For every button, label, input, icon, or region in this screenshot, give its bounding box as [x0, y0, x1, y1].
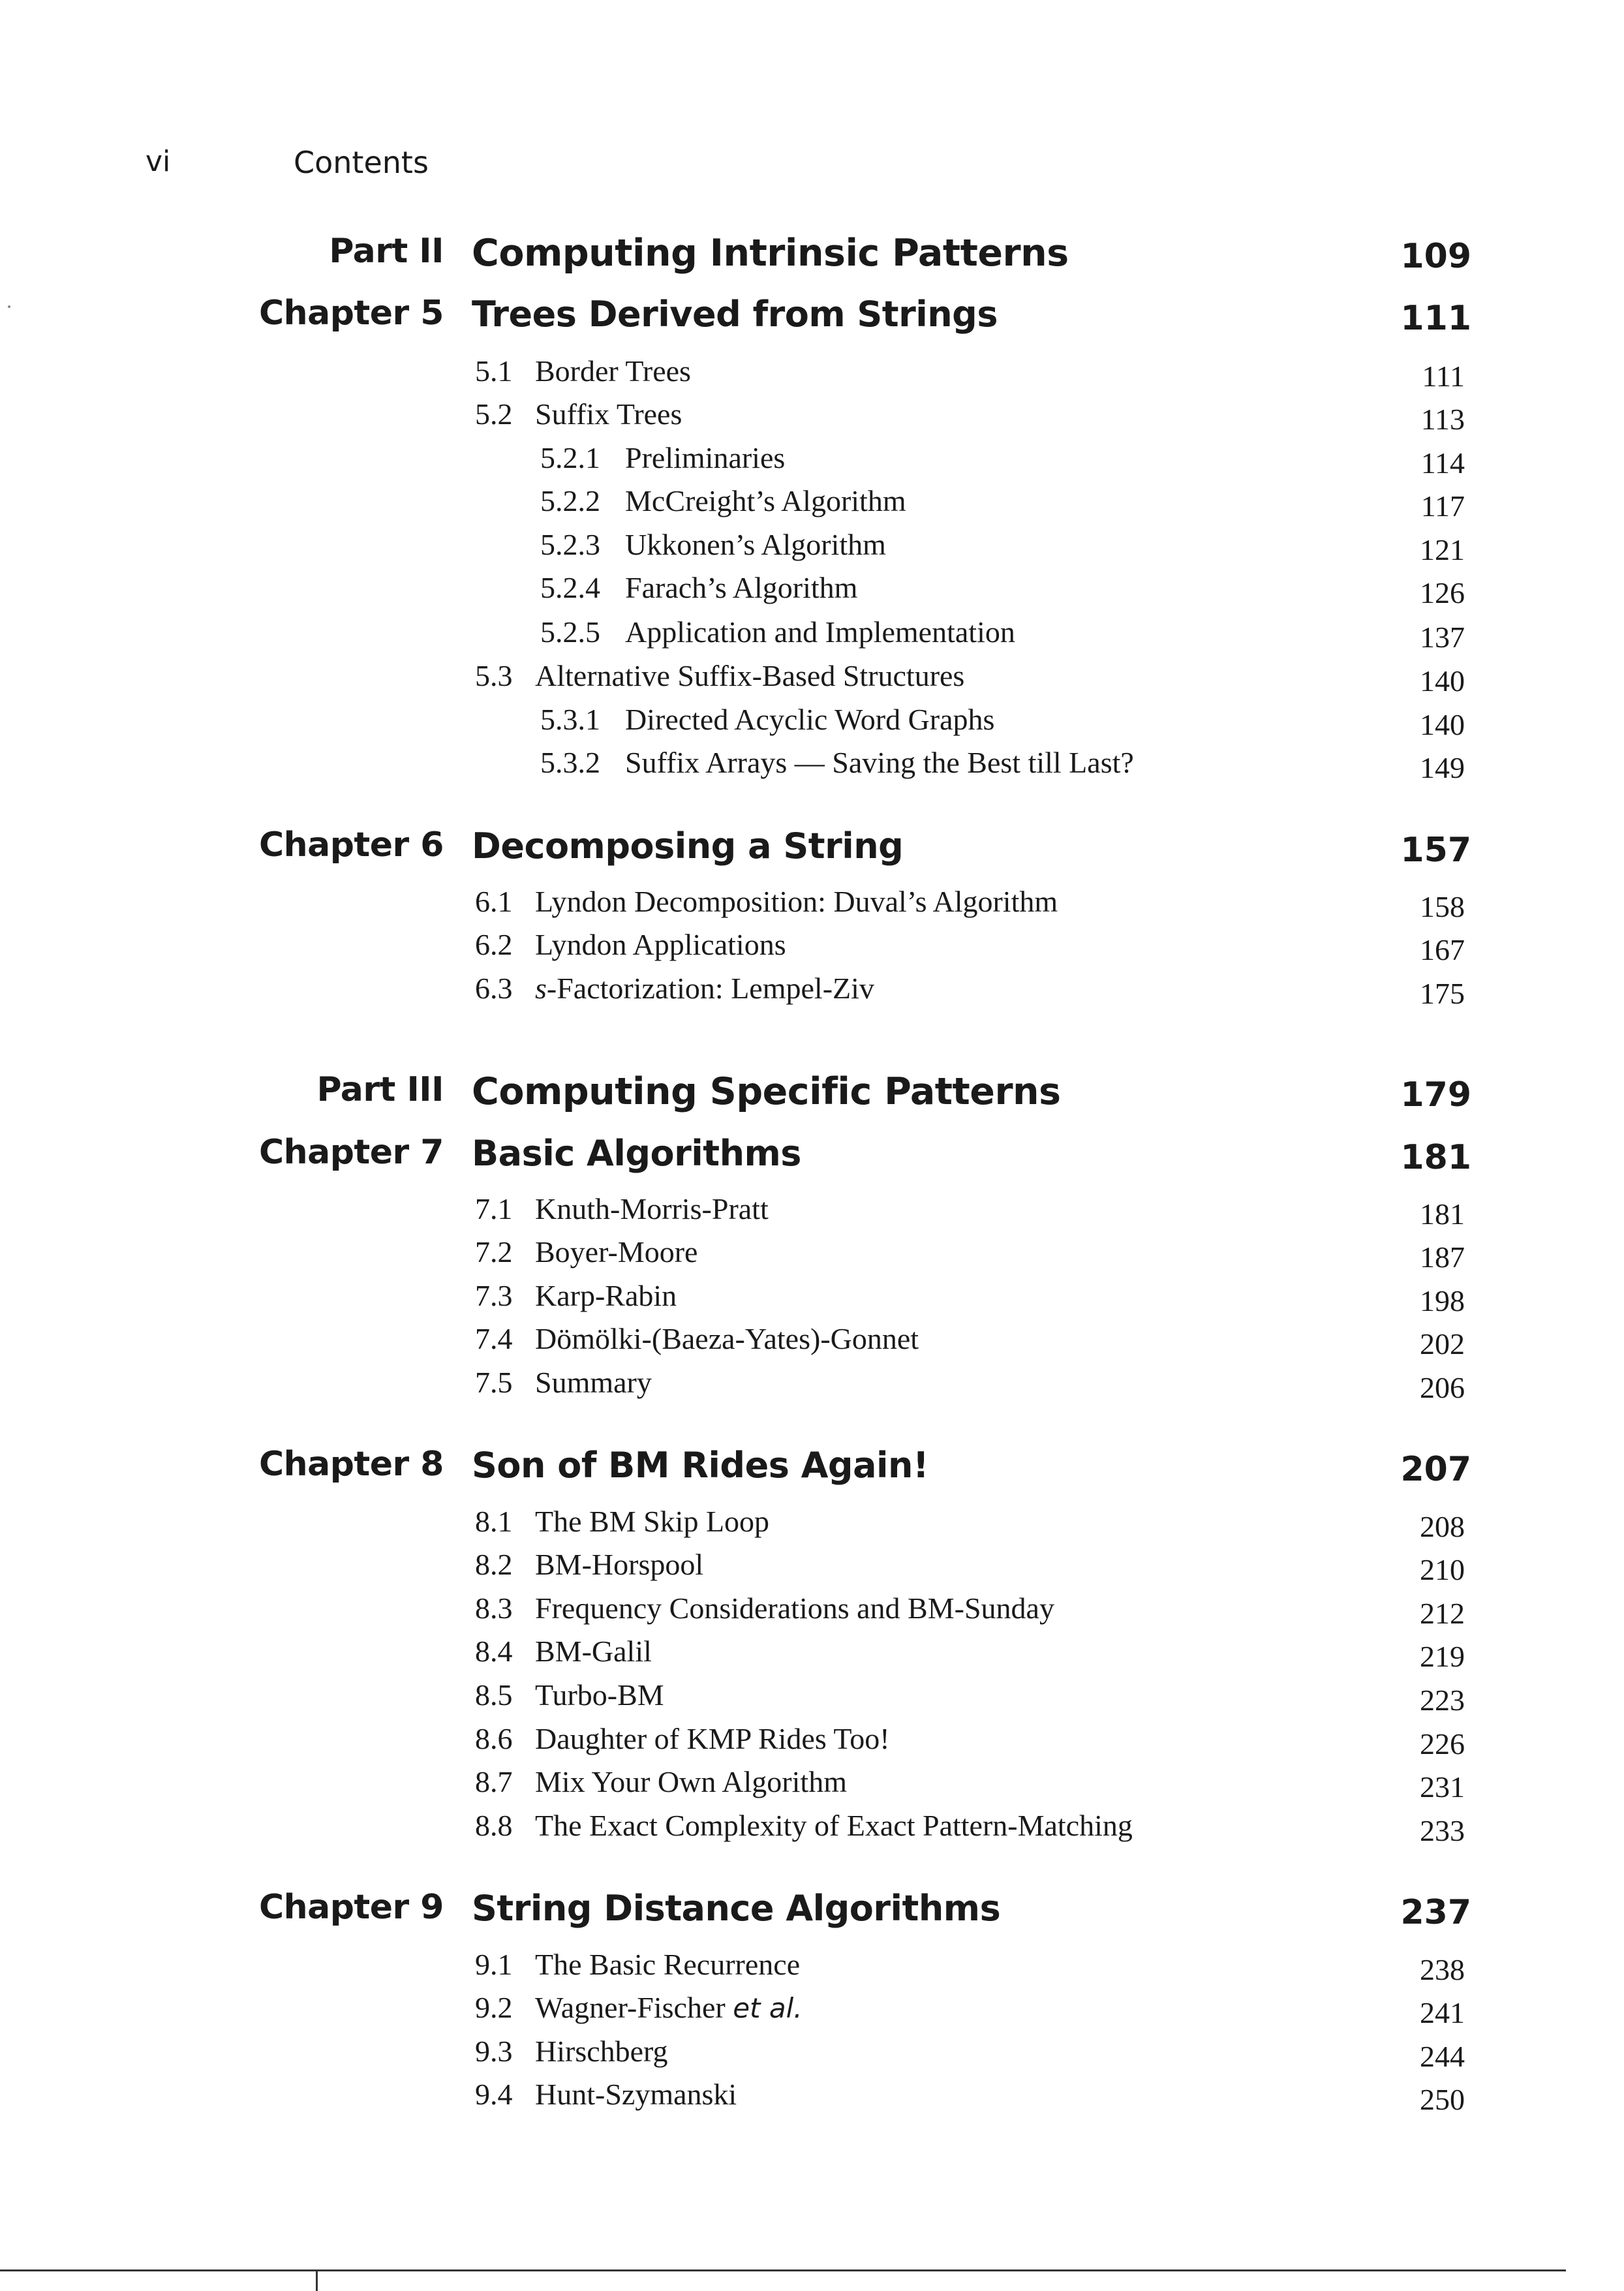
- subsection-number: 5.2.3: [540, 528, 600, 561]
- italic-fragment: et al.: [733, 1992, 803, 2024]
- toc-entry-section: [0, 1278, 1624, 1324]
- section-page-number: 167: [1420, 933, 1465, 966]
- section-page-number: 111: [1422, 360, 1465, 393]
- subsection-number: 5.2.4: [540, 571, 600, 604]
- section-title[interactable]: Turbo-BM: [535, 1678, 664, 1712]
- section-page-number: 198: [1420, 1284, 1465, 1317]
- section-title[interactable]: BM-Horspool: [535, 1548, 704, 1581]
- section-number: 9.4: [475, 2078, 513, 2111]
- chapter-label: Chapter 5: [258, 294, 444, 333]
- chapter-title[interactable]: String Distance Algorithms: [472, 1888, 1001, 1929]
- section-number: 8.8: [475, 1809, 513, 1842]
- section-number: 7.1: [475, 1192, 513, 1225]
- toc-entry-section: [0, 1721, 1624, 1767]
- section-number: 8.5: [475, 1678, 513, 1712]
- toc-entry-section: [0, 354, 1624, 399]
- subsection-page-number: 121: [1420, 533, 1465, 566]
- toc-entry-section: [0, 2077, 1624, 2123]
- section-page-number: 219: [1420, 1640, 1465, 1673]
- part-page-number: 179: [1400, 1075, 1471, 1115]
- section-page-number: 223: [1420, 1684, 1465, 1717]
- toc-entry-chapter: [0, 1133, 1624, 1178]
- toc-entry-subsection: [0, 702, 1624, 748]
- toc-entry-part: [0, 232, 1624, 277]
- section-number: 6.2: [475, 928, 513, 961]
- chapter-label: Chapter 8: [258, 1445, 444, 1484]
- section-title[interactable]: Karp-Rabin: [535, 1279, 677, 1312]
- toc-entry-section: [0, 1591, 1624, 1637]
- section-number: 5.3: [475, 659, 513, 692]
- toc-entry-chapter: [0, 825, 1624, 871]
- toc-entry-section: [0, 1365, 1624, 1411]
- chapter-title[interactable]: Decomposing a String: [472, 825, 904, 867]
- chapter-page-number: 157: [1400, 831, 1471, 870]
- section-title[interactable]: Border Trees: [535, 354, 691, 388]
- section-page-number: 210: [1420, 1553, 1465, 1586]
- section-title[interactable]: Hunt-Szymanski: [535, 2078, 737, 2111]
- page-folio: vi: [146, 145, 171, 178]
- toc-entry-chapter: [0, 294, 1624, 339]
- section-number: 7.5: [475, 1366, 513, 1399]
- italic-fragment: s: [535, 972, 547, 1005]
- section-title[interactable]: Daughter of KMP Rides Too!: [535, 1722, 890, 1755]
- chapter-title[interactable]: Basic Algorithms: [472, 1133, 801, 1174]
- section-title[interactable]: Summary: [535, 1366, 652, 1399]
- subsection-title[interactable]: McCreight’s Algorithm: [625, 484, 906, 517]
- toc-entry-chapter: [0, 1445, 1624, 1490]
- subsection-page-number: 114: [1420, 446, 1465, 480]
- toc-entry-section: [0, 1990, 1624, 2036]
- section-page-number: 206: [1420, 1371, 1465, 1404]
- section-page-number: 208: [1420, 1510, 1465, 1543]
- subsection-number: 5.2.2: [540, 484, 600, 517]
- section-number: 6.3: [475, 972, 513, 1005]
- toc-entry-section: [0, 1947, 1624, 1993]
- chapter-label: Chapter 6: [258, 825, 444, 865]
- toc-entry-section: [0, 1634, 1624, 1680]
- section-page-number: 158: [1420, 890, 1465, 923]
- toc-entry-subsection: [0, 570, 1624, 616]
- toc-entry-section: [0, 397, 1624, 442]
- section-page-number: 181: [1420, 1197, 1465, 1231]
- chapter-page-number: 207: [1400, 1450, 1471, 1489]
- subsection-page-number: 126: [1420, 576, 1465, 609]
- section-number: 6.1: [475, 885, 513, 918]
- section-number: 9.3: [475, 2035, 513, 2068]
- subsection-title[interactable]: Ukkonen’s Algorithm: [625, 528, 886, 561]
- toc-entry-section: [0, 1547, 1624, 1593]
- section-title[interactable]: Hirschberg: [535, 2035, 668, 2068]
- part-title[interactable]: Computing Intrinsic Patterns: [472, 232, 1069, 275]
- section-page-number: 175: [1420, 977, 1465, 1010]
- toc-entry-section: [0, 1678, 1624, 1723]
- section-number: 8.1: [475, 1505, 513, 1538]
- section-number: 7.4: [475, 1322, 513, 1355]
- section-page-number: 231: [1420, 1770, 1465, 1804]
- toc-entry-section: [0, 1504, 1624, 1550]
- section-page-number: 187: [1420, 1240, 1465, 1274]
- subsection-page-number: 140: [1420, 708, 1465, 741]
- subsection-title[interactable]: Farach’s Algorithm: [625, 571, 858, 604]
- section-title[interactable]: Knuth-Morris-Pratt: [535, 1192, 769, 1225]
- section-number: 8.3: [475, 1591, 513, 1625]
- toc-entry-section: [0, 1808, 1624, 1854]
- section-title[interactable]: Mix Your Own Algorithm: [535, 1765, 847, 1798]
- section-number: 5.1: [475, 354, 513, 388]
- subsection-page-number: 117: [1420, 489, 1465, 523]
- toc-entry-section: [0, 927, 1624, 973]
- section-title[interactable]: The Basic Recurrence: [535, 1948, 801, 1981]
- section-title[interactable]: The Exact Complexity of Exact Pattern-Matching: [535, 1809, 1133, 1842]
- section-number: 7.3: [475, 1279, 513, 1312]
- toc-entry-subsection: [0, 484, 1624, 529]
- subsection-title[interactable]: Application and Implementation: [625, 615, 1015, 649]
- subsection-number: 5.3.1: [540, 703, 600, 736]
- subsection-number: 5.2.1: [540, 441, 600, 474]
- part-label: Part III: [316, 1070, 444, 1109]
- section-number: 8.6: [475, 1722, 513, 1755]
- section-title[interactable]: Boyer-Moore: [535, 1235, 698, 1269]
- subsection-title[interactable]: Preliminaries: [625, 441, 786, 474]
- section-title[interactable]: The BM Skip Loop: [535, 1505, 770, 1538]
- section-title[interactable]: Dömölki-(Baeza-Yates)-Gonnet: [535, 1322, 919, 1355]
- section-title[interactable]: s-Factorization: Lempel-Ziv: [535, 972, 874, 1005]
- section-page-number: 250: [1420, 2083, 1465, 2116]
- toc-entry-section: [0, 658, 1624, 704]
- chapter-label: Chapter 9: [258, 1888, 444, 1927]
- toc-entry-chapter: [0, 1888, 1624, 1933]
- toc-entry-section: [0, 971, 1624, 1017]
- section-number: 7.2: [475, 1235, 513, 1269]
- chapter-page-number: 237: [1400, 1893, 1471, 1932]
- subsection-page-number: 137: [1420, 621, 1465, 654]
- chapter-page-number: 181: [1400, 1138, 1471, 1177]
- section-number: 9.2: [475, 1991, 513, 2024]
- part-title[interactable]: Computing Specific Patterns: [472, 1070, 1061, 1113]
- toc-entry-section: [0, 884, 1624, 930]
- section-page-number: 113: [1420, 403, 1465, 436]
- section-title[interactable]: Suffix Trees: [535, 397, 682, 431]
- section-title[interactable]: Lyndon Decomposition: Duval’s Algorithm: [535, 885, 1058, 918]
- toc-entry-section: [0, 1321, 1624, 1367]
- section-page-number: 140: [1420, 664, 1465, 698]
- toc-entry-subsection: [0, 745, 1624, 791]
- section-number: 5.2: [475, 397, 513, 431]
- section-page-number: 241: [1420, 1996, 1465, 2029]
- section-title[interactable]: Frequency Considerations and BM-Sunday: [535, 1591, 1054, 1625]
- subsection-number: 5.2.5: [540, 615, 600, 649]
- chapter-label: Chapter 7: [258, 1133, 444, 1172]
- section-number: 8.4: [475, 1635, 513, 1668]
- toc-entry-subsection: [0, 615, 1624, 660]
- subsection-title[interactable]: Suffix Arrays — Saving the Best till Last?: [625, 746, 1134, 779]
- toc-entry-section: [0, 1235, 1624, 1280]
- section-title[interactable]: BM-Galil: [535, 1635, 652, 1668]
- section-page-number: 244: [1420, 2040, 1465, 2073]
- section-page-number: 202: [1420, 1327, 1465, 1361]
- toc-entry-section: [0, 1192, 1624, 1237]
- section-number: 8.7: [475, 1765, 513, 1798]
- subsection-number: 5.3.2: [540, 746, 600, 779]
- subsection-page-number: 149: [1420, 751, 1465, 784]
- bottom-rule-tick: [316, 2269, 318, 2291]
- part-label: Part II: [329, 232, 444, 271]
- section-number: 8.2: [475, 1548, 513, 1581]
- chapter-title[interactable]: Trees Derived from Strings: [472, 294, 998, 335]
- chapter-title[interactable]: Son of BM Rides Again!: [472, 1445, 929, 1486]
- toc-entry-part: [0, 1070, 1624, 1116]
- section-title[interactable]: Alternative Suffix-Based Structures: [535, 659, 965, 692]
- part-page-number: 109: [1400, 237, 1471, 276]
- section-number: 9.1: [475, 1948, 513, 1981]
- toc-entry-subsection: [0, 527, 1624, 573]
- section-page-number: 212: [1420, 1597, 1465, 1630]
- section-title[interactable]: Wagner-Fischer et al.: [535, 1991, 803, 2024]
- section-page-number: 238: [1420, 1953, 1465, 1986]
- bottom-rule: [0, 2269, 1566, 2271]
- chapter-page-number: 111: [1400, 299, 1471, 338]
- toc-entry-section: [0, 1764, 1624, 1810]
- section-title[interactable]: Lyndon Applications: [535, 928, 786, 961]
- running-title: Contents: [294, 145, 429, 180]
- toc-entry-subsection: [0, 440, 1624, 486]
- toc-entry-section: [0, 2034, 1624, 2080]
- section-page-number: 226: [1420, 1727, 1465, 1761]
- running-head: [0, 145, 1624, 191]
- section-page-number: 233: [1420, 1814, 1465, 1847]
- subsection-title[interactable]: Directed Acyclic Word Graphs: [625, 703, 995, 736]
